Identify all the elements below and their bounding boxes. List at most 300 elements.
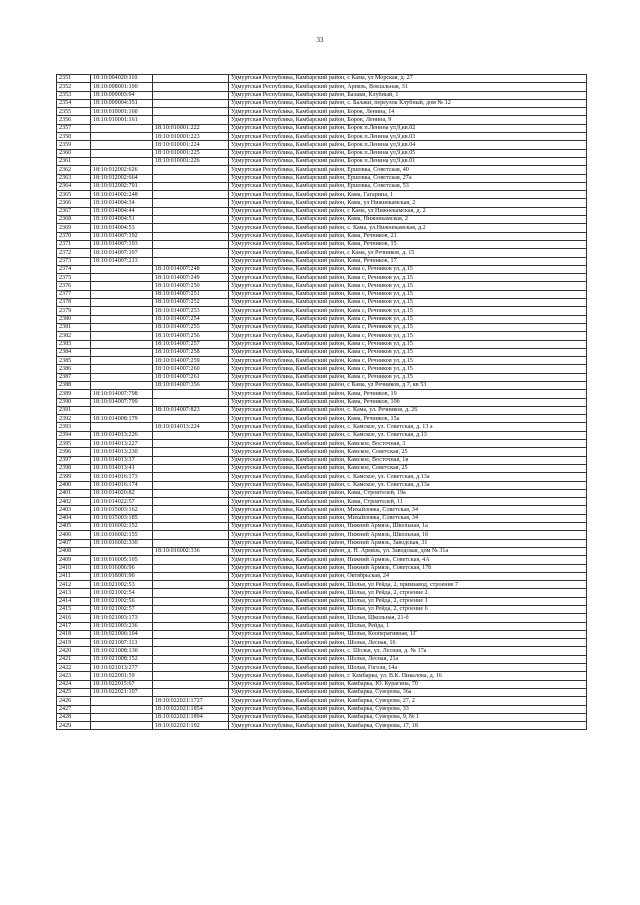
address-cell: Удмуртская Республика, Камбарский район, Нижний Армязь, Советская, 17б <box>229 564 587 572</box>
cadastral-number-cell <box>91 274 153 282</box>
table-row <box>57 274 587 282</box>
table-row <box>57 547 587 555</box>
parent-cadastral-number-cell <box>153 581 229 589</box>
cadastral-number-cell <box>91 722 153 730</box>
table-row <box>57 531 587 539</box>
parent-cadastral-number-cell <box>153 539 229 547</box>
address-cell: Удмуртская Республика, Камбарский район, с. Камское, ул. Советская, д.13 <box>229 431 587 439</box>
table-row <box>57 415 587 423</box>
address-cell: Удмуртская Республика, Камбарский район, Кама с, Речников ул, д.15 <box>229 299 587 307</box>
cadastral-number-cell: 18:10:022001:59 <box>91 672 153 680</box>
table-row <box>57 440 587 448</box>
parent-cadastral-number-cell: 18:10:022021:1894 <box>153 713 229 721</box>
cadastral-number-cell: 18:10:014007:197 <box>91 249 153 257</box>
cadastral-number-cell: 18:10:018001:90 <box>91 572 153 580</box>
parent-cadastral-number-cell <box>153 240 229 248</box>
parent-cadastral-number-cell: 18:10:014007:251 <box>153 290 229 298</box>
address-cell: Удмуртская Республика, Камбарский район, Кама, ул Нижнекамская, 2 <box>229 199 587 207</box>
cadastral-number-cell <box>91 332 153 340</box>
table-row <box>57 108 587 116</box>
table-row <box>57 581 587 589</box>
parent-cadastral-number-cell <box>153 249 229 257</box>
table-row <box>57 539 587 547</box>
address-cell: Удмуртская Республика, Камбарский район, Кама, Речников, 21 <box>229 232 587 240</box>
table-row <box>57 498 587 506</box>
parent-cadastral-number-cell <box>153 174 229 182</box>
cadastral-number-cell: 18:10:016002:330 <box>91 539 153 547</box>
row-number-cell: 2385 <box>57 357 91 365</box>
row-number-cell: 2416 <box>57 614 91 622</box>
row-number-cell: 2396 <box>57 448 91 456</box>
cadastral-number-cell: 18:10:009004:351 <box>91 99 153 107</box>
row-number-cell: 2360 <box>57 149 91 157</box>
cadastral-number-cell: 18:10:004020:110 <box>91 75 153 83</box>
row-number-cell: 2392 <box>57 415 91 423</box>
cadastral-number-cell: 18:10:016002:155 <box>91 531 153 539</box>
parent-cadastral-number-cell <box>153 99 229 107</box>
address-cell: Удмуртская Республика, Камбарский район, Камское, Восточная, 3 <box>229 440 587 448</box>
cadastral-number-cell: 18:10:021007:113 <box>91 639 153 647</box>
address-cell: Удмуртская Республика, Камбарский район, Кама, Речников, 19 <box>229 390 587 398</box>
table-row <box>57 332 587 340</box>
parent-cadastral-number-cell <box>153 597 229 605</box>
table-row <box>57 431 587 439</box>
cadastral-number-cell <box>91 365 153 373</box>
cadastral-number-cell: 18:10:021003:236 <box>91 622 153 630</box>
row-number-cell: 2418 <box>57 630 91 638</box>
table-row <box>57 75 587 83</box>
row-number-cell: 2377 <box>57 290 91 298</box>
row-number-cell: 2408 <box>57 547 91 555</box>
parent-cadastral-number-cell <box>153 614 229 622</box>
row-number-cell: 2370 <box>57 232 91 240</box>
row-number-cell: 2365 <box>57 191 91 199</box>
cadastral-number-cell: 18:10:021002:53 <box>91 581 153 589</box>
parent-cadastral-number-cell: 18:10:014007:254 <box>153 315 229 323</box>
address-cell: Удмуртская Республика, Камбарский район, с Кама, ул Нижнекамская, д. 2 <box>229 207 587 215</box>
cadastral-number-cell <box>91 307 153 315</box>
row-number-cell: 2382 <box>57 332 91 340</box>
row-number-cell: 2412 <box>57 581 91 589</box>
address-cell: Удмуртская Республика, Камбарский район, с. Кама, ул.Нижнекамская, д.2 <box>229 224 587 232</box>
address-cell: Удмуртская Республика, Камбарский район, Кама с, Речников ул, д.15 <box>229 373 587 381</box>
address-cell: Удмуртская Республика, Камбарский район, Кама, Речников, 15а <box>229 415 587 423</box>
row-number-cell: 2427 <box>57 705 91 713</box>
cadastral-number-cell: 18:10:014007:213 <box>91 257 153 265</box>
address-cell: Удмуртская Республика, Камбарский район, Борок, Ленина, 14 <box>229 108 587 116</box>
table-row <box>57 116 587 124</box>
table-row <box>57 191 587 199</box>
table-row <box>57 473 587 481</box>
table-row <box>57 680 587 688</box>
table-row <box>57 232 587 240</box>
row-number-cell: 2373 <box>57 257 91 265</box>
row-number-cell: 2414 <box>57 597 91 605</box>
cadastral-number-cell: 18:10:022015:67 <box>91 680 153 688</box>
row-number-cell: 2367 <box>57 207 91 215</box>
address-cell: Удмуртская Республика, Камбарский район, Камбарка, Суворова, 27, 2 <box>229 697 587 705</box>
cadastral-number-cell <box>91 713 153 721</box>
address-cell: Удмуртская Республика, Камбарский район, Кама, Нижнекамская, 2 <box>229 216 587 224</box>
row-number-cell: 2376 <box>57 282 91 290</box>
cadastral-number-cell: 18:10:016005:105 <box>91 556 153 564</box>
address-cell: Удмуртская Республика, Камбарский район, Михайловка, Советская, 34 <box>229 514 587 522</box>
row-number-cell: 2413 <box>57 589 91 597</box>
address-cell: Удмуртская Республика, Камбарский район, Камское, Советская, 25 <box>229 448 587 456</box>
cadastral-number-cell: 18:10:021008:130 <box>91 647 153 655</box>
parent-cadastral-number-cell: 18:10:022021:1727 <box>153 697 229 705</box>
parent-cadastral-number-cell: 18:10:014007:249 <box>153 274 229 282</box>
cadastral-number-cell <box>91 282 153 290</box>
address-cell: Удмуртская Республика, Камбарский район, Кама, Речников, 10б <box>229 398 587 406</box>
address-cell: Удмуртская Республика, Камбарский район, с Кама, ул Речников, д. 15 <box>229 249 587 257</box>
table-row <box>57 523 587 531</box>
row-number-cell: 2406 <box>57 531 91 539</box>
row-number-cell: 2415 <box>57 606 91 614</box>
cadastral-number-cell: 18:10:014016:174 <box>91 481 153 489</box>
address-cell: Удмуртская Республика, Камбарский район, с. Камское, ул. Советская, д.13а <box>229 481 587 489</box>
cadastral-number-cell <box>91 406 153 414</box>
address-cell: Удмуртская Республика, Камбарский район, Кама с, Речников ул, д.15 <box>229 323 587 331</box>
table-row <box>57 464 587 472</box>
table-row <box>57 207 587 215</box>
address-cell: Удмуртская Республика, Камбарский район, Кама с, Речников ул, д.15 <box>229 265 587 273</box>
address-cell: Удмуртская Республика, Камбарский район, Шолья, ул Рейда, 2, строение 2 <box>229 589 587 597</box>
cadastral-number-cell: 18:10:012002:664 <box>91 174 153 182</box>
row-number-cell: 2354 <box>57 99 91 107</box>
cadastral-number-cell: 18:10:021002:54 <box>91 589 153 597</box>
parent-cadastral-number-cell: 18:10:014007:356 <box>153 381 229 389</box>
row-number-cell: 2425 <box>57 688 91 696</box>
cadastral-number-cell: 18:10:014013:230 <box>91 448 153 456</box>
parent-cadastral-number-cell <box>153 91 229 99</box>
row-number-cell: 2401 <box>57 489 91 497</box>
parent-cadastral-number-cell: 18:10:022021:1854 <box>153 705 229 713</box>
cadastral-number-cell <box>91 705 153 713</box>
row-number-cell: 2353 <box>57 91 91 99</box>
cadastral-number-cell: 18:10:021013:277 <box>91 664 153 672</box>
table-row <box>57 357 587 365</box>
parent-cadastral-number-cell <box>153 216 229 224</box>
table-row <box>57 290 587 298</box>
row-number-cell: 2386 <box>57 365 91 373</box>
table-row <box>57 299 587 307</box>
address-cell: Удмуртская Республика, Камбарский район, Камбарка, Суворова, 33 <box>229 705 587 713</box>
address-cell: Удмуртская Республика, Камбарский район, Камбарка, Суворова, 36а <box>229 688 587 696</box>
cadastral-number-cell: 18:10:021002:56 <box>91 597 153 605</box>
parent-cadastral-number-cell: 18:10:014007:250 <box>153 282 229 290</box>
registry-body <box>57 75 587 730</box>
parent-cadastral-number-cell: 18:10:010001:225 <box>153 149 229 157</box>
address-cell: Удмуртская Республика, Камбарский район, Борок п.Ленина ул,9,кв.02 <box>229 124 587 132</box>
cadastral-number-cell <box>91 157 153 165</box>
parent-cadastral-number-cell: 18:10:010001:223 <box>153 133 229 141</box>
table-row <box>57 240 587 248</box>
table-row <box>57 157 587 165</box>
parent-cadastral-number-cell <box>153 232 229 240</box>
parent-cadastral-number-cell <box>153 647 229 655</box>
address-cell: Удмуртская Республика, Камбарский район, Ершовка, Советская, 40 <box>229 166 587 174</box>
table-row <box>57 514 587 522</box>
cadastral-number-cell: 18:10:015003:185 <box>91 514 153 522</box>
address-cell: Удмуртская Республика, Камбарский район, Арнязь, Вокзальная, 31 <box>229 83 587 91</box>
row-number-cell: 2393 <box>57 423 91 431</box>
address-cell: Удмуртская Республика, Камбарский район, Кама с, Речников ул, д.15 <box>229 274 587 282</box>
parent-cadastral-number-cell <box>153 622 229 630</box>
cadastral-number-cell: 18:10:014004:34 <box>91 199 153 207</box>
table-row <box>57 572 587 580</box>
row-number-cell: 2383 <box>57 340 91 348</box>
row-number-cell: 2398 <box>57 464 91 472</box>
parent-cadastral-number-cell: 18:10:016002:336 <box>153 547 229 555</box>
address-cell: Удмуртская Республика, Камбарский район, Шолья, ул Рейда, 2, строение 1 <box>229 597 587 605</box>
row-number-cell: 2358 <box>57 133 91 141</box>
row-number-cell: 2381 <box>57 323 91 331</box>
parent-cadastral-number-cell <box>153 464 229 472</box>
parent-cadastral-number-cell: 18:10:022021:192 <box>153 722 229 730</box>
address-cell: Удмуртская Республика, Камбарский район, Кама, Речников, 15 <box>229 240 587 248</box>
address-cell: Удмуртская Республика, Камбарский район, с Кама, ул Морская, д. 27 <box>229 75 587 83</box>
parent-cadastral-number-cell <box>153 390 229 398</box>
address-cell: Удмуртская Республика, Камбарский район, Нижний Армязь, Школьная, 1б <box>229 531 587 539</box>
cadastral-number-cell: 18:10:014007:193 <box>91 240 153 248</box>
address-cell: Удмуртская Республика, Камбарский район, Октябрьская, 24 <box>229 572 587 580</box>
address-cell: Удмуртская Республика, Камбарский район, с. Балаки, переулок Клубный, дом № 12 <box>229 99 587 107</box>
parent-cadastral-number-cell <box>153 606 229 614</box>
address-cell: Удмуртская Республика, Камбарский район, Камбарка, Суворова, 17, 18 <box>229 722 587 730</box>
parent-cadastral-number-cell <box>153 257 229 265</box>
cadastral-number-cell: 18:10:014004:51 <box>91 216 153 224</box>
parent-cadastral-number-cell <box>153 514 229 522</box>
table-row <box>57 124 587 132</box>
parent-cadastral-number-cell <box>153 639 229 647</box>
table-row <box>57 556 587 564</box>
table-row <box>57 630 587 638</box>
row-number-cell: 2369 <box>57 224 91 232</box>
row-number-cell: 2404 <box>57 514 91 522</box>
parent-cadastral-number-cell <box>153 75 229 83</box>
table-row <box>57 398 587 406</box>
table-row <box>57 622 587 630</box>
cadastral-number-cell: 18:10:014007:798 <box>91 390 153 398</box>
address-cell: Удмуртская Республика, Камбарский район, Кама, Гагарина, 1 <box>229 191 587 199</box>
table-row <box>57 315 587 323</box>
parent-cadastral-number-cell <box>153 108 229 116</box>
cadastral-number-cell: 18:10:021002:57 <box>91 606 153 614</box>
table-row <box>57 323 587 331</box>
parent-cadastral-number-cell <box>153 664 229 672</box>
table-row <box>57 606 587 614</box>
cadastral-number-cell: 18:10:015003:162 <box>91 506 153 514</box>
cadastral-number-cell: 18:10:014008:179 <box>91 415 153 423</box>
address-cell: Удмуртская Республика, Камбарский район, Камское, Восточная, 1в <box>229 456 587 464</box>
table-row <box>57 672 587 680</box>
parent-cadastral-number-cell <box>153 473 229 481</box>
parent-cadastral-number-cell: 18:10:014007:248 <box>153 265 229 273</box>
parent-cadastral-number-cell <box>153 564 229 572</box>
row-number-cell: 2362 <box>57 166 91 174</box>
parent-cadastral-number-cell <box>153 523 229 531</box>
address-cell: Удмуртская Республика, Камбарский район, Камбарка, Суворова, 9, № 1 <box>229 713 587 721</box>
row-number-cell: 2394 <box>57 431 91 439</box>
parent-cadastral-number-cell <box>153 688 229 696</box>
cadastral-number-cell: 18:10:014013:37 <box>91 456 153 464</box>
cadastral-number-cell <box>91 373 153 381</box>
table-row <box>57 224 587 232</box>
row-number-cell: 2357 <box>57 124 91 132</box>
parent-cadastral-number-cell: 18:10:014007:258 <box>153 348 229 356</box>
parent-cadastral-number-cell: 18:10:014007:257 <box>153 340 229 348</box>
cadastral-number-cell: 18:10:014022:57 <box>91 498 153 506</box>
parent-cadastral-number-cell: 18:10:014007:261 <box>153 373 229 381</box>
row-number-cell: 2366 <box>57 199 91 207</box>
address-cell: Удмуртская Республика, Камбарский район, Нижний Армязь, Школьная, 1а <box>229 523 587 531</box>
row-number-cell: 2351 <box>57 75 91 83</box>
table-row <box>57 381 587 389</box>
address-cell: Удмуртская Республика, Камбарский район, Шолья, Гоголя, 14а <box>229 664 587 672</box>
address-cell: Удмуртская Республика, Камбарский район, Кама с, Речников ул, д.15 <box>229 290 587 298</box>
table-row <box>57 199 587 207</box>
table-row <box>57 99 587 107</box>
parent-cadastral-number-cell <box>153 440 229 448</box>
address-cell: Удмуртская Республика, Камбарский район, с Кама, ул Речников, д 7, кв 53 <box>229 381 587 389</box>
table-row <box>57 655 587 663</box>
row-number-cell: 2417 <box>57 622 91 630</box>
address-cell: Удмуртская Республика, Камбарский район, Борок, Ленина, 9 <box>229 116 587 124</box>
row-number-cell: 2368 <box>57 216 91 224</box>
registry-table <box>56 74 587 730</box>
row-number-cell: 2395 <box>57 440 91 448</box>
table-row <box>57 489 587 497</box>
parent-cadastral-number-cell <box>153 556 229 564</box>
cadastral-number-cell <box>91 315 153 323</box>
address-cell: Удмуртская Республика, Камбарский район, Борок п.Ленина ул,9,кв.03 <box>229 133 587 141</box>
row-number-cell: 2390 <box>57 398 91 406</box>
cadastral-number-cell: 18:10:014002:248 <box>91 191 153 199</box>
parent-cadastral-number-cell <box>153 116 229 124</box>
table-row <box>57 597 587 605</box>
row-number-cell: 2410 <box>57 564 91 572</box>
parent-cadastral-number-cell: 18:10:014007:256 <box>153 332 229 340</box>
table-row <box>57 639 587 647</box>
row-number-cell: 2400 <box>57 481 91 489</box>
table-row <box>57 589 587 597</box>
table-row <box>57 456 587 464</box>
cadastral-number-cell: 18:10:014007:799 <box>91 398 153 406</box>
row-number-cell: 2364 <box>57 182 91 190</box>
table-row <box>57 348 587 356</box>
table-row <box>57 282 587 290</box>
cadastral-number-cell: 18:10:014016:173 <box>91 473 153 481</box>
address-cell: Удмуртская Республика, Камбарский район, Михайловка, Советская, 34 <box>229 506 587 514</box>
cadastral-number-cell: 18:10:021003:173 <box>91 614 153 622</box>
cadastral-number-cell <box>91 141 153 149</box>
address-cell: Удмуртская Республика, Камбарский район, Камбарка, Ю. Курагина, 70 <box>229 680 587 688</box>
table-row <box>57 697 587 705</box>
address-cell: Удмуртская Республика, Камбарский район, Камское, Советская, 25 <box>229 464 587 472</box>
parent-cadastral-number-cell <box>153 191 229 199</box>
parent-cadastral-number-cell <box>153 498 229 506</box>
table-row <box>57 307 587 315</box>
cadastral-number-cell <box>91 547 153 555</box>
row-number-cell: 2361 <box>57 157 91 165</box>
row-number-cell: 2421 <box>57 655 91 663</box>
address-cell: Удмуртская Республика, Камбарский район, Кама с, Речников ул, д.15 <box>229 282 587 290</box>
table-row <box>57 365 587 373</box>
cadastral-number-cell <box>91 290 153 298</box>
row-number-cell: 2429 <box>57 722 91 730</box>
row-number-cell: 2371 <box>57 240 91 248</box>
table-row <box>57 448 587 456</box>
cadastral-number-cell: 18:10:014004:44 <box>91 207 153 215</box>
row-number-cell: 2379 <box>57 307 91 315</box>
parent-cadastral-number-cell <box>153 431 229 439</box>
table-row <box>57 406 587 414</box>
address-cell: Удмуртская Республика, Камбарский район, Шолья, ул Рейда, 2, примзавод, строение 7 <box>229 581 587 589</box>
parent-cadastral-number-cell: 18:10:010001:224 <box>153 141 229 149</box>
cadastral-number-cell: 18:10:016002:152 <box>91 523 153 531</box>
address-cell: Удмуртская Республика, Камбарский район, Кама с, Речников ул, д.15 <box>229 307 587 315</box>
table-row <box>57 216 587 224</box>
parent-cadastral-number-cell <box>153 481 229 489</box>
table-row <box>57 390 587 398</box>
parent-cadastral-number-cell: 18:10:014013:224 <box>153 423 229 431</box>
parent-cadastral-number-cell <box>153 506 229 514</box>
address-cell: Удмуртская Республика, Камбарский район, Борок п.Ленина ул,9,кв.05 <box>229 149 587 157</box>
cadastral-number-cell <box>91 124 153 132</box>
cadastral-number-cell: 18:10:021008:152 <box>91 655 153 663</box>
address-cell: Удмуртская Республика, Камбарский район, Ершовка, Советская, 53 <box>229 182 587 190</box>
cadastral-number-cell: 18:10:014013:227 <box>91 440 153 448</box>
cadastral-number-cell <box>91 423 153 431</box>
parent-cadastral-number-cell <box>153 672 229 680</box>
row-number-cell: 2359 <box>57 141 91 149</box>
parent-cadastral-number-cell <box>153 415 229 423</box>
address-cell: Удмуртская Республика, Камбарский район, Шолья, ул Рейда, 2, строение 6 <box>229 606 587 614</box>
cadastral-number-cell <box>91 357 153 365</box>
cadastral-number-cell: 18:10:014007:192 <box>91 232 153 240</box>
cadastral-number-cell: 18:10:008001:190 <box>91 83 153 91</box>
cadastral-number-cell: 18:10:014013:226 <box>91 431 153 439</box>
table-row <box>57 564 587 572</box>
address-cell: Удмуртская Республика, Камбарский район, г. Камбарка, ул. В.К. Пикалова, д. 16 <box>229 672 587 680</box>
row-number-cell: 2428 <box>57 713 91 721</box>
parent-cadastral-number-cell <box>153 182 229 190</box>
parent-cadastral-number-cell <box>153 398 229 406</box>
cadastral-number-cell: 18:10:009003:94 <box>91 91 153 99</box>
cadastral-number-cell: 18:10:012002:626 <box>91 166 153 174</box>
address-cell: Удмуртская Республика, Камбарский район, Шолья, Лесная, 16 <box>229 639 587 647</box>
parent-cadastral-number-cell: 18:10:014007:260 <box>153 365 229 373</box>
cadastral-number-cell <box>91 299 153 307</box>
row-number-cell: 2356 <box>57 116 91 124</box>
row-number-cell: 2378 <box>57 299 91 307</box>
parent-cadastral-number-cell <box>153 572 229 580</box>
table-row <box>57 506 587 514</box>
row-number-cell: 2411 <box>57 572 91 580</box>
row-number-cell: 2409 <box>57 556 91 564</box>
row-number-cell: 2374 <box>57 265 91 273</box>
row-number-cell: 2426 <box>57 697 91 705</box>
table-row <box>57 713 587 721</box>
parent-cadastral-number-cell <box>153 489 229 497</box>
table-row <box>57 265 587 273</box>
table-row <box>57 182 587 190</box>
parent-cadastral-number-cell <box>153 680 229 688</box>
cadastral-number-cell: 18:10:012002:791 <box>91 182 153 190</box>
row-number-cell: 2380 <box>57 315 91 323</box>
address-cell: Удмуртская Республика, Камбарский район, Кама с, Речников ул, д.15 <box>229 340 587 348</box>
